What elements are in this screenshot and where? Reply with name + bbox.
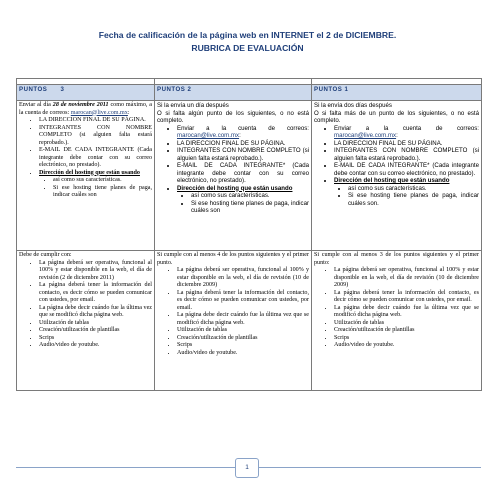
hosting-label: Dirección del hosting que están usando	[334, 177, 450, 184]
hosting-label: Dirección del hosting que están usando	[177, 184, 293, 192]
list-item: • Scrips	[334, 335, 479, 343]
document-subtitle: RUBRICA DE EVALUACIÓN	[191, 43, 304, 53]
cell-text: Enviar al día	[19, 102, 53, 108]
list-item: • La página deberá ser operativa, funcional al 100% y estar disponible en la web, el día de revisión (10 de diciembre 2009)	[334, 267, 479, 290]
cell-row1-puntos-3	[17, 101, 155, 251]
column-header-puntos-3: PUNTOS 3	[17, 85, 155, 101]
email-link[interactable]: marocan@live.com.mx	[177, 132, 240, 139]
list-item: • así como sus características.	[191, 192, 309, 200]
page-number: 1	[235, 458, 259, 478]
list-item: • Utilización de tablas	[39, 320, 152, 328]
list-item: • Si ese hosting tiene planes de paga, indicar cuáles son	[191, 200, 309, 215]
document-title: Fecha de calificación de la página web en INTERNET el 2 de DICIEMBRE.	[98, 30, 397, 40]
list-item: • Creación/utilización de plantillas	[334, 327, 479, 335]
cell-text: Si la envía un día después	[157, 102, 229, 109]
list-item: • Audio/video de youtube.	[39, 342, 152, 350]
hosting-label: Dirección del hosting que están usando	[39, 169, 140, 176]
rubric-table	[16, 78, 482, 391]
list-item	[177, 125, 309, 140]
list-item: • Scrips	[177, 342, 309, 350]
list-item: • Si ese hosting tiene planes de paga, indicar cuáles son.	[348, 192, 479, 207]
list-item: • La página deberá tener la información del contacto, es decir cómo se pueden comunicar con ustedes, por email.	[39, 282, 152, 305]
list-item: • LA DIRECCION FINAL DE SU PÁGINA.	[39, 117, 152, 125]
cell-text: Enviar a la cuenta de correos:	[334, 124, 479, 132]
list-item	[177, 185, 309, 215]
column-header-puntos-1: PUNTOS 1	[312, 85, 482, 101]
list-item	[39, 170, 152, 200]
cell-row2-puntos-2	[155, 251, 312, 391]
cell-row1-puntos-2	[155, 101, 312, 251]
cell-text: O si falta más de un punto de los siguientes, o no está completo.	[314, 109, 479, 124]
cell-text: :	[239, 132, 241, 139]
list-item: • LA DIRECCION FINAL DE SU PÁGINA.	[177, 140, 309, 148]
list-item: • así como sus características.	[348, 185, 479, 193]
list-item: • Utilización de tablas	[334, 320, 479, 328]
cell-text: Si cumple con al menos 3 de los puntos siguientes y el primer punto:	[314, 252, 479, 266]
cell-text: Si la envía dos días después	[314, 102, 392, 109]
list-item: • INTEGRANTES CON NOMBRE COMPLETO (si alguien falta estará reprobado.).	[334, 147, 479, 162]
list-item: • INTEGRANTES CON NOMBRE COMPLETO (si alguien falta estará reprobado.).	[39, 125, 152, 148]
email-link[interactable]: marocan@live.com.mx	[334, 132, 397, 139]
list-item	[334, 177, 479, 207]
list-item: • E-MAIL DE CADA INTEGRANTE* (Cada integrante debe contar con su correo electrónico, no prestado).	[334, 162, 479, 177]
list-item: • La página deberá ser operativa, funcional al 100% y estar disponible en la web, el día de revisión (2 de diciembre 2011)	[39, 260, 152, 283]
list-item: • Utilización de tablas	[177, 327, 309, 335]
list-item: • E-MAIL DE CADA INTEGRANTE (Cada integrante debe contar con su correo electrónico, no prestado).	[39, 147, 152, 170]
list-item: • Audio/video de youtube.	[334, 342, 479, 350]
list-item: • Si ese hosting tiene planes de paga, indicar cuáles son	[53, 185, 152, 200]
list-item: • Creación/utilización de plantillas	[177, 335, 309, 343]
cell-text: Debe de cumplir con:	[19, 252, 72, 258]
list-item: • así como sus características.	[53, 177, 152, 185]
list-item: • Scrips	[39, 335, 152, 343]
cell-row1-puntos-1	[312, 101, 482, 251]
cell-text: Enviar a la cuenta de correos:	[177, 124, 309, 132]
list-item: • LA DIRECCION FINAL DE SU PÁGINA.	[334, 140, 479, 148]
list-item: • Creación/utilización de plantillas	[39, 327, 152, 335]
list-item: • La página debe decir cuándo fue la última vez que se modificó dicha página web.	[39, 305, 152, 320]
list-item	[334, 125, 479, 140]
cell-text: Si cumple con al menos 4 de los puntos siguientes y el primer punto.	[157, 252, 309, 266]
cell-text: :	[396, 132, 398, 139]
deadline-date: 28 de noviembre 2011	[52, 102, 109, 108]
list-item: • La página debe decir cuándo fue la última vez que se modificó dicha página web.	[334, 305, 479, 320]
cell-row2-puntos-3	[17, 251, 155, 391]
list-item: • La página deberá ser operativa, funcional al 100% y estar disponible en la web, el día de revisión (10 de diciembre 2009)	[177, 267, 309, 290]
list-item: • La página deberá tener la información del contacto, es decir cómo se pueden comunicar con ustedes, por email.	[177, 290, 309, 313]
list-item: • La página deberá tener la información del contacto, es decir cómo se pueden comunicar con ustedes, por email.	[334, 290, 479, 305]
cell-text: como máximo, a la cuenta de correos:	[19, 102, 153, 116]
column-header-puntos-2: PUNTOS 2	[155, 85, 312, 101]
cell-text: O si falta algún punto de los siguientes, o no está completo.	[157, 109, 309, 124]
email-link[interactable]: marocan@live.com.mx	[70, 109, 128, 116]
list-item: • E-MAIL DE CADA INTEGRANTE* (Cada integrante debe contar con su correo electrónico, no prestado).	[177, 162, 309, 185]
list-item: • INTEGRANTES CON NOMBRE COMPLETO (si alguien falta estará reprobado.).	[177, 147, 309, 162]
cell-row2-puntos-1	[312, 251, 482, 391]
cell-text: :	[127, 109, 130, 116]
list-item: • Audio/video de youtube.	[177, 350, 309, 358]
list-item: • La página debe decir cuándo fue la última vez que se modificó dicha página web.	[177, 312, 309, 327]
